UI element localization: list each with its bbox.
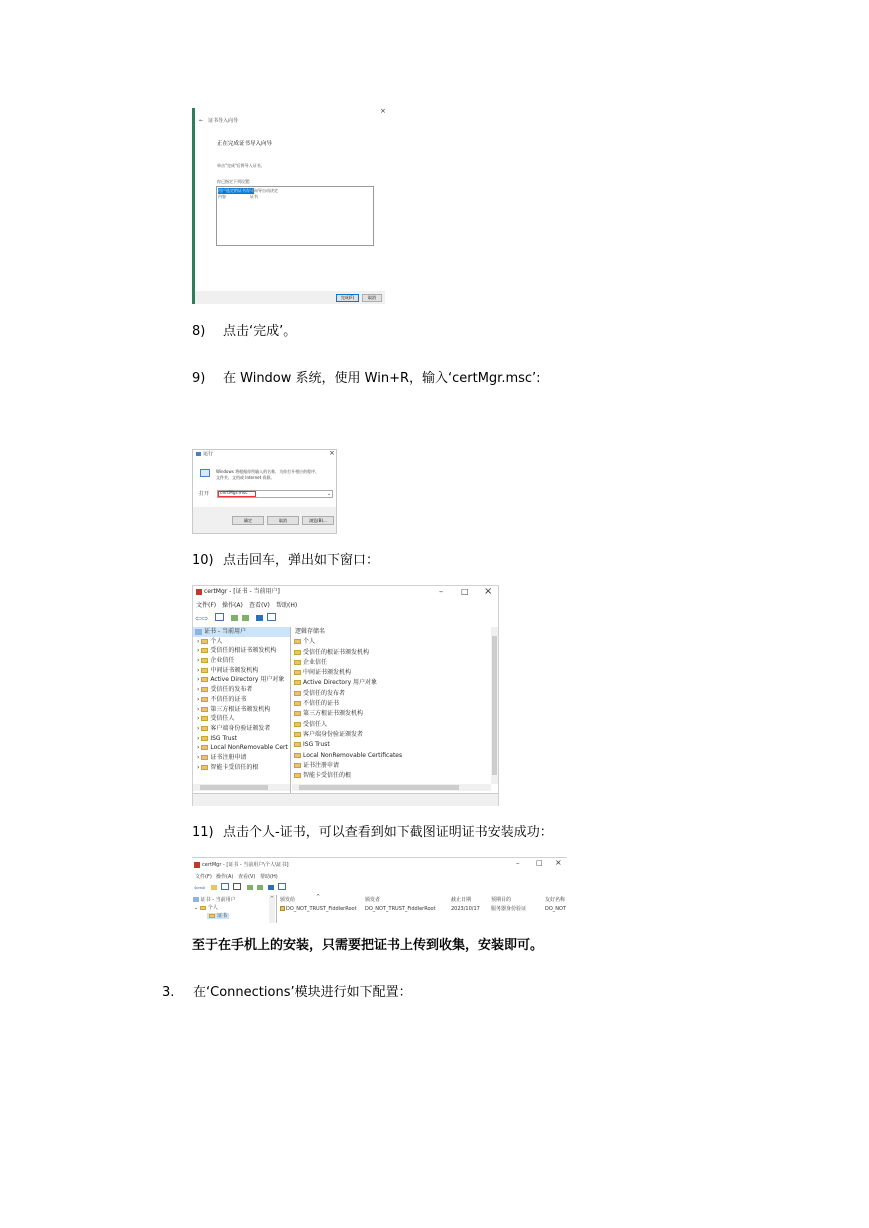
menu-action[interactable]: 操作(A) (222, 602, 243, 609)
back-arrow-icon[interactable]: ⇦ (195, 614, 202, 623)
export-icon[interactable] (247, 885, 253, 890)
folder-icon (201, 687, 208, 692)
menu-file[interactable]: 文件(F) (196, 602, 217, 609)
minimize-button[interactable]: – (439, 587, 443, 596)
tree-item-label: 证书注册申请 (210, 753, 247, 761)
folder-icon (294, 670, 301, 675)
folder-icon (200, 906, 206, 910)
list-item-label: 受信任的发布者 (303, 689, 346, 697)
tree-item-label: 客户端身份验证颁发者 (210, 724, 271, 732)
list-view-icon[interactable] (215, 613, 224, 621)
run-description-line2: 文件夹、文档或 Internet 资源。 (216, 475, 275, 480)
list-item-label: 智能卡受信任的根 (303, 772, 352, 780)
list-item[interactable] (292, 730, 498, 740)
folder-icon (201, 648, 208, 653)
tree-item-label: 受信任人 (210, 715, 235, 723)
list-view-icon[interactable] (221, 883, 229, 890)
chevron-down-icon[interactable]: ⌄ (194, 905, 199, 911)
chevron-right-icon[interactable]: › (197, 753, 200, 761)
tree-item[interactable] (193, 753, 290, 763)
tree-item[interactable] (193, 734, 290, 744)
tree-item-label: 第三方根证书颁发机构 (210, 705, 271, 713)
toolbar (195, 613, 295, 623)
certmgr-app-icon (196, 589, 202, 595)
list-header[interactable] (292, 627, 498, 637)
cert-store-icon (193, 897, 199, 902)
menu-file[interactable]: 文件(F) (195, 874, 212, 880)
tree-item-label: 个人 (210, 637, 223, 645)
folder-icon (294, 680, 301, 685)
browse-button[interactable]: 浏览(B)... (302, 516, 334, 525)
forward-arrow-icon[interactable]: ⇨ (199, 884, 206, 892)
list-item-label: 中间证书颁发机构 (303, 669, 352, 677)
list-vscrollbar[interactable] (491, 627, 498, 784)
run-title: 运行 (203, 451, 214, 457)
tree-root[interactable] (193, 897, 236, 903)
tree-item[interactable] (193, 675, 290, 685)
step-number: 11) (192, 825, 214, 840)
back-arrow-icon[interactable]: ← (199, 118, 204, 124)
folder-icon (294, 639, 301, 644)
folder-icon (294, 773, 301, 778)
list-item[interactable] (292, 740, 498, 750)
folder-icon (201, 716, 208, 721)
export-icon[interactable] (231, 615, 238, 621)
expiration-date: 2023/10/17 (451, 906, 480, 912)
toolbar (194, 883, 304, 892)
folder-icon (294, 763, 301, 768)
chevron-right-icon[interactable]: › (197, 715, 200, 723)
status-bar (193, 793, 498, 806)
scroll-thumb[interactable] (299, 785, 459, 790)
list-item-label: 受信任的根证书颁发机构 (303, 648, 370, 656)
wizard-description: 单击"完成"后将导入证书。 (217, 163, 265, 168)
folder-icon (209, 914, 215, 918)
sort-up-icon: ^ (316, 894, 321, 900)
folder-icon (201, 677, 208, 682)
step-8 (192, 324, 692, 340)
tree-item-label: 受信任的根证书颁发机构 (210, 647, 277, 655)
list-item-label: 客户端身份验证颁发者 (303, 730, 364, 738)
issued-by: DO_NOT_TRUST_FiddlerRoot (365, 906, 436, 912)
list-item[interactable] (292, 648, 498, 658)
tree-item-label: 智能卡受信任的根 (210, 763, 259, 771)
scroll-thumb[interactable] (200, 785, 268, 790)
folder-icon (294, 701, 301, 706)
open-label: 打开 (199, 491, 210, 497)
tree-root[interactable] (193, 627, 290, 637)
folder-icon (201, 765, 208, 770)
menu-action[interactable]: 操作(A) (216, 874, 234, 880)
step-text: 在‘Connections’模块进行如下配置： (193, 985, 412, 1000)
step-number: 9) (192, 371, 206, 386)
refresh-icon[interactable] (257, 885, 263, 890)
tree-pane (193, 627, 291, 795)
certificate-icon (280, 906, 285, 911)
settings-value: 由向导自动决定 (250, 188, 278, 193)
run-description-line1: Windows 将根据你所输入的名称，为你打开相应的程序、 (216, 469, 320, 474)
run-input-value[interactable]: certMgr.msc (220, 491, 248, 496)
maximize-button[interactable]: □ (536, 859, 543, 867)
step-number: 8) (192, 324, 206, 339)
finish-button[interactable]: 完成(F) (336, 294, 359, 302)
tree-root-label: 证书 - 当前用户 (204, 628, 246, 635)
list-item-label: 不信任的证书 (303, 700, 340, 708)
tree-item[interactable] (193, 685, 290, 695)
certmgr-app-icon (194, 862, 200, 868)
wizard-settings-label: 你已指定下列设置: (217, 179, 251, 184)
step-9 (192, 371, 792, 387)
minimize-button[interactable]: – (516, 859, 520, 867)
friendly-name: DO_NOT (545, 906, 567, 912)
ok-button[interactable]: 确定 (232, 516, 264, 525)
menu-view[interactable]: 查看(V) (238, 874, 256, 880)
tree-item[interactable] (193, 666, 290, 676)
step-10 (192, 553, 692, 569)
settings-value: 证书 (250, 194, 258, 199)
cert-list (278, 895, 567, 923)
run-icon (196, 452, 201, 456)
menu-help[interactable]: 帮助(H) (276, 602, 298, 609)
forward-arrow-icon[interactable]: ⇨ (201, 614, 209, 623)
tree-item-label: 不信任的证书 (210, 695, 247, 703)
tree-pane (192, 895, 277, 923)
wizard-screenshot (192, 108, 385, 304)
refresh-icon[interactable] (242, 615, 249, 621)
column-purpose[interactable]: 预期目的 (491, 897, 512, 903)
folder-icon (294, 650, 301, 655)
chevron-right-icon[interactable]: › (197, 637, 200, 645)
close-button[interactable]: × (484, 586, 493, 597)
folder-icon (294, 722, 301, 727)
list-item[interactable] (292, 720, 498, 730)
list-item-label: 企业信任 (303, 658, 328, 666)
folder-icon (201, 726, 208, 731)
list-item[interactable] (292, 637, 498, 647)
window-title: certMgr - [证书 - 当前用户] (204, 588, 280, 595)
chevron-down-icon[interactable]: ⌄ (327, 491, 332, 497)
step-text: 点击‘完成’。 (223, 324, 297, 339)
step-number: 3. (162, 985, 175, 1000)
folder-icon (201, 658, 208, 663)
tree-item-label: ISG Trust (210, 734, 237, 742)
folder-icon (294, 691, 301, 696)
step-3 (162, 985, 762, 1001)
chevron-right-icon[interactable]: › (197, 744, 200, 752)
column-issued-to[interactable]: 颁发给 (280, 897, 296, 903)
tree-item-label: 受信任的发布者 (210, 686, 253, 694)
cert-store-icon (195, 629, 202, 635)
list-item-label: ISG Trust (303, 741, 330, 749)
tree-item-label: 企业信任 (210, 657, 235, 665)
close-button[interactable]: × (555, 858, 562, 867)
folder-icon (294, 660, 301, 665)
help-icon[interactable] (256, 615, 263, 621)
step-text: 点击个人-证书，可以查看到如下截图证明证书安装成功： (223, 825, 553, 840)
certmgr-window (192, 585, 499, 806)
menu-view[interactable]: 查看(V) (249, 602, 270, 609)
folder-icon (201, 668, 208, 673)
list-item-label: 个人 (303, 638, 316, 646)
help-icon[interactable] (268, 885, 274, 890)
list-hscrollbar[interactable] (292, 784, 491, 791)
chevron-right-icon[interactable]: › (197, 734, 200, 742)
folder-icon (294, 732, 301, 737)
folder-icon (294, 742, 301, 747)
chevron-right-icon[interactable]: › (197, 676, 200, 684)
list-item[interactable] (292, 699, 498, 709)
close-icon[interactable]: × (380, 107, 386, 115)
folder-icon (201, 697, 208, 702)
tree-item[interactable] (193, 705, 290, 715)
tree-item-label: Local NonRemovable Cert (210, 744, 288, 752)
tree-item[interactable] (193, 646, 290, 656)
list-pane (292, 627, 498, 795)
window-title: certMgr - [证书 - 当前用户\个人\证书] (202, 862, 289, 868)
list-item[interactable] (292, 668, 498, 678)
column-issued-by[interactable]: 颁发者 (365, 897, 381, 903)
column-expiration[interactable]: 截止日期 (451, 897, 472, 903)
list-item[interactable] (292, 709, 498, 719)
tree-hscrollbar[interactable] (193, 784, 290, 791)
cancel-button[interactable]: 取消 (267, 516, 299, 525)
run-input[interactable] (217, 490, 333, 498)
list-item-label: 第三方根证书颁发机构 (303, 710, 364, 718)
folder-icon (201, 736, 208, 741)
tree-item-personal[interactable] (194, 905, 218, 911)
tree-item-label: 证书 (217, 913, 228, 919)
folder-up-icon[interactable] (211, 885, 217, 890)
folder-icon (201, 745, 208, 750)
list-item[interactable] (292, 771, 498, 781)
table-row[interactable] (278, 904, 567, 913)
step-number: 10) (192, 553, 214, 568)
settings-key: 内容 (218, 194, 226, 199)
folder-icon (294, 753, 301, 758)
folder-icon (201, 639, 208, 644)
wizard-title: 证书导入向导 (208, 118, 239, 124)
properties-icon[interactable] (267, 613, 276, 621)
properties-icon[interactable] (278, 883, 286, 890)
tree-item-label: Active Directory 用户对象 (210, 676, 285, 684)
run-dialog-screenshot (192, 449, 337, 534)
tree-item[interactable] (193, 763, 290, 773)
step-11 (192, 825, 792, 841)
list-item-label: 受信任人 (303, 720, 328, 728)
close-icon[interactable]: × (329, 449, 335, 457)
tree-item-label: 个人 (207, 905, 218, 911)
list-item-label: Local NonRemovable Certificates (303, 751, 403, 759)
chevron-right-icon[interactable]: › (197, 695, 200, 703)
list-item[interactable] (292, 689, 498, 699)
tree-scroll-up[interactable]: ^ (269, 895, 275, 923)
install-note: 至于在手机上的安装，只需要把证书上传到收集，安装即可。 (192, 938, 544, 953)
cancel-button[interactable]: 取消 (362, 294, 382, 302)
wizard-heading: 正在完成证书导入向导 (217, 141, 273, 147)
tree-item[interactable] (193, 637, 290, 647)
folder-icon (201, 755, 208, 760)
chevron-right-icon[interactable]: › (197, 686, 200, 694)
list-item[interactable] (292, 658, 498, 668)
step-text: 在 Window 系统，使用 Win+R，输入‘certMgr.msc’: (223, 371, 541, 386)
run-app-icon (200, 469, 210, 477)
scroll-thumb[interactable] (492, 636, 497, 775)
tree-item[interactable] (193, 695, 290, 705)
tree-item-certificates[interactable] (207, 913, 229, 919)
delete-icon[interactable] (233, 883, 241, 890)
maximize-button[interactable]: □ (461, 587, 469, 596)
back-arrow-icon[interactable]: ⇦ (194, 884, 200, 892)
tree-item[interactable] (193, 724, 290, 734)
tree-item[interactable] (193, 743, 290, 753)
list-header-label: 逻辑存储名 (295, 628, 326, 635)
tree-item[interactable] (193, 656, 290, 666)
step-text: 点击回车，弹出如下窗口： (223, 553, 380, 568)
menu-help[interactable]: 帮助(H) (260, 874, 278, 880)
list-item[interactable] (292, 678, 498, 688)
certmgr-personal-window (192, 857, 567, 923)
chevron-right-icon[interactable]: › (197, 657, 200, 665)
tree-item-label: 中间证书颁发机构 (210, 666, 259, 674)
tree-root-label: 证书 - 当前用户 (200, 897, 236, 903)
chevron-right-icon[interactable]: › (197, 666, 200, 674)
chevron-right-icon[interactable]: › (197, 724, 200, 732)
list-item[interactable] (292, 751, 498, 761)
tree-item[interactable] (193, 714, 290, 724)
folder-icon (201, 707, 208, 712)
issued-to: DO_NOT_TRUST_FiddlerRoot (286, 906, 357, 912)
chevron-right-icon[interactable]: › (197, 705, 200, 713)
list-item[interactable] (292, 761, 498, 771)
chevron-right-icon[interactable]: › (197, 763, 200, 771)
settings-key: 用户选定的证书存储 (218, 188, 254, 193)
intended-purpose: 服务器身份验证 (491, 906, 527, 912)
column-friendly-name[interactable]: 友好名称 (545, 897, 566, 903)
list-item-label: 证书注册申请 (303, 761, 340, 769)
chevron-right-icon[interactable]: › (197, 647, 200, 655)
folder-icon (294, 711, 301, 716)
list-item-label: Active Directory 用户对象 (303, 679, 378, 687)
wizard-settings-list (216, 186, 374, 246)
